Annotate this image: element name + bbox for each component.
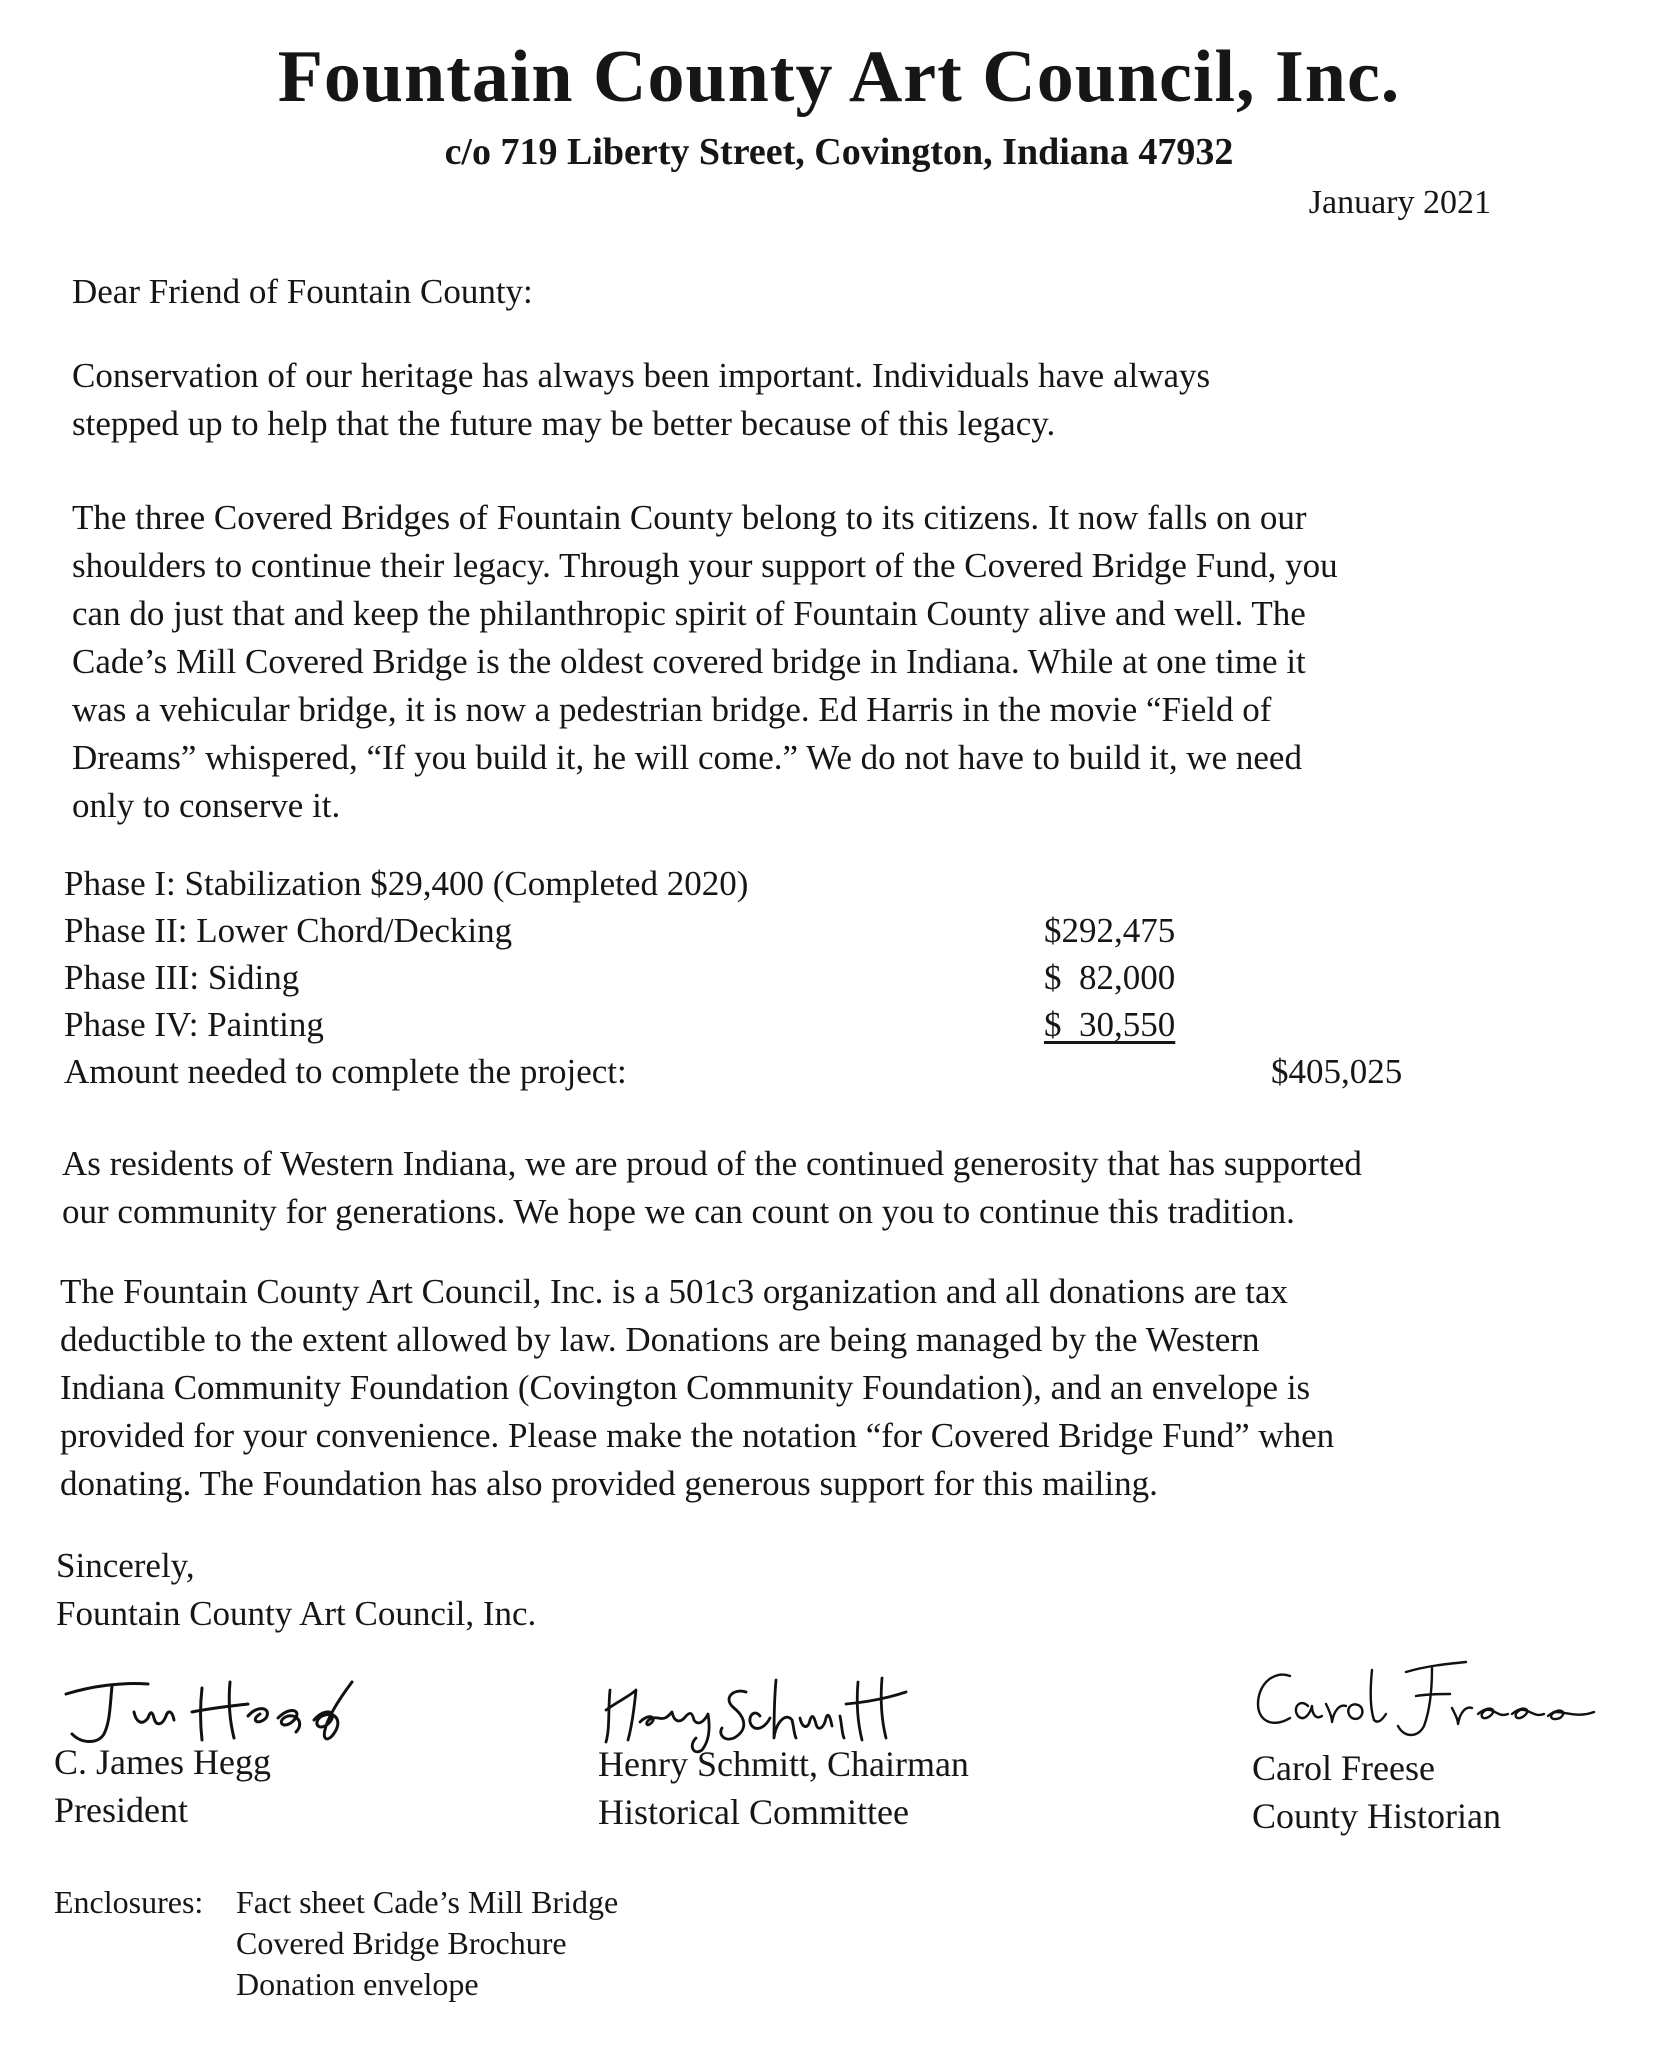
budget-list (64, 860, 1464, 1095)
total-label: Amount needed to complete the project: (64, 1052, 627, 1091)
valediction: Sincerely, (56, 1546, 195, 1585)
signer-freese (1252, 1744, 1501, 1840)
phase-label: Phase IV: Painting (64, 1005, 324, 1044)
paragraph-line: The Fountain County Art Council, Inc. is a 501c3 organization and all donations are tax (60, 1272, 1288, 1311)
signature-schmitt-icon (596, 1660, 926, 1756)
total-amount: $405,025 (1271, 1052, 1403, 1091)
budget-row-phase-2 (64, 907, 1464, 954)
phase-label: Phase III: Siding (64, 958, 300, 997)
enclosure-item: Fact sheet Cade’s Mill Bridge (236, 1884, 619, 1920)
paragraph-line: can do just that and keep the philanthropic spirit of Fountain County alive and well. The (72, 594, 1306, 633)
paragraph-line: was a vehicular bridge, it is now a pedestrian bridge. Ed Harris in the movie “Field of (72, 690, 1272, 729)
paragraph-line: Indiana Community Foundation (Covington Community Foundation), and an envelope is (60, 1368, 1311, 1407)
signature-freese-icon (1246, 1654, 1606, 1744)
salutation-text: Dear Friend of Fountain County: (72, 272, 533, 311)
phase-amount: $292,475 (1044, 911, 1176, 950)
closing-organization: Fountain County Art Council, Inc. (56, 1594, 537, 1633)
paragraph-residents (62, 1140, 1622, 1236)
paragraph-line: only to conserve it. (72, 786, 341, 825)
paragraph-line: Conservation of our heritage has always been important. Individuals have always (72, 356, 1211, 395)
salutation (72, 268, 1632, 316)
phase-label: Phase II: Lower Chord/Decking (64, 911, 513, 950)
paragraph-donations (60, 1268, 1620, 1508)
closing (56, 1542, 536, 1638)
letterhead-address: c/o 719 Liberty Street, Covington, Indiana 47932 (444, 131, 1234, 173)
signer-title: President (54, 1790, 188, 1830)
paragraph-line: stepped up to help that the future may be better because of this legacy. (72, 404, 1056, 443)
signer-title: County Historian (1252, 1796, 1501, 1836)
budget-row-phase-4 (64, 1001, 1464, 1048)
letter-date: January 2021 (1308, 184, 1491, 221)
budget-row-total (64, 1048, 1464, 1095)
signer-hegg (54, 1738, 271, 1834)
paragraph-line: donating. The Foundation has also provided generous support for this mailing. (60, 1464, 1158, 1503)
signer-name: C. James Hegg (54, 1742, 271, 1782)
paragraph-heritage (72, 352, 1632, 448)
signer-schmitt (598, 1740, 969, 1836)
paragraph-line: As residents of Western Indiana, we are proud of the continued generosity that has supported (62, 1144, 1362, 1183)
paragraph-line: Cade’s Mill Covered Bridge is the oldest covered bridge in Indiana. While at one time it (72, 642, 1306, 681)
signer-name: Carol Freese (1252, 1748, 1435, 1788)
enclosure-item: Donation envelope (236, 1966, 479, 2002)
signer-title: Historical Committee (598, 1792, 909, 1832)
paragraph-covered-bridges (72, 494, 1632, 830)
paragraph-line: deductible to the extent allowed by law. Donations are being managed by the Western (60, 1320, 1260, 1359)
enclosure-item: Covered Bridge Brochure (236, 1925, 567, 1961)
budget-row-phase-1 (64, 860, 1464, 907)
signer-name: Henry Schmitt, Chairman (598, 1744, 969, 1784)
paragraph-line: shoulders to continue their legacy. Through your support of the Covered Bridge Fund, you (72, 546, 1338, 585)
signature-hegg-icon (52, 1660, 372, 1752)
letterhead-org-name: Fountain County Art Council, Inc. (277, 36, 1401, 118)
paragraph-line: The three Covered Bridges of Fountain County belong to its citizens. It now falls on our (72, 498, 1307, 537)
enclosures-label: Enclosures: (54, 1884, 204, 1920)
paragraph-line: our community for generations. We hope we can count on you to continue this tradition. (62, 1192, 1295, 1231)
phase-amount: $ 30,550 (1044, 1005, 1176, 1044)
budget-row-phase-3 (64, 954, 1464, 1001)
paragraph-line: Dreams” whispered, “If you build it, he will come.” We do not have to build it, we need (72, 738, 1302, 777)
phase-label: Phase I: Stabilization $29,400 (Completed 2020) (64, 864, 749, 903)
phase-amount: $ 82,000 (1044, 958, 1176, 997)
paragraph-line: provided for your convenience. Please make the notation “for Covered Bridge Fund” when (60, 1416, 1335, 1455)
